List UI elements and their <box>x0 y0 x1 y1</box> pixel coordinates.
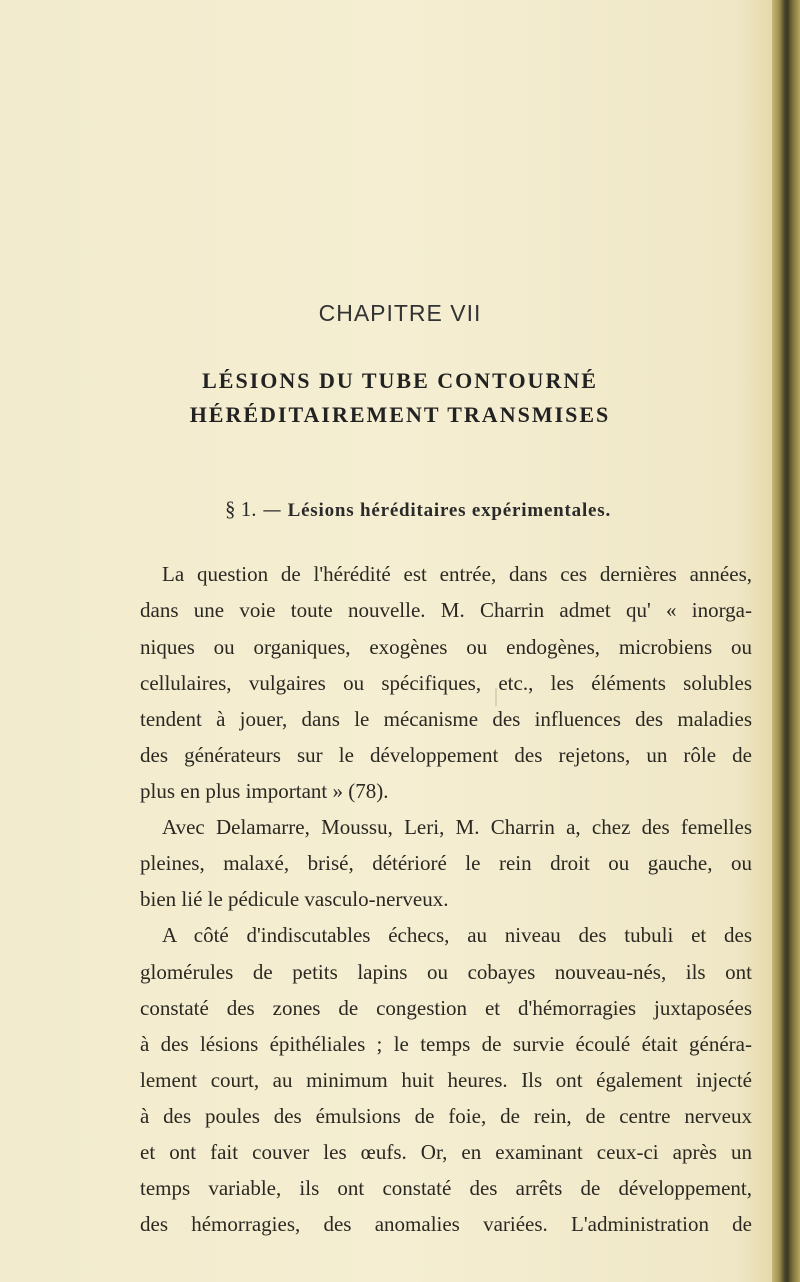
chapter-heading: CHAPITRE VII <box>318 300 482 326</box>
body-line-18: temps variable, ils ont constaté des arrêts de développement, <box>140 1176 752 1200</box>
body-line-2: dans une voie toute nouvelle. M. Charrin admet qu' « inorga- <box>140 598 752 622</box>
print-smudge <box>495 688 497 706</box>
body-line-10: bien lié le pédicule vasculo-nerveux. <box>140 887 449 911</box>
body-line-17: et ont fait couver les œufs. Or, en examinant ceux-ci après un <box>140 1140 752 1164</box>
body-line-12: glomérules de petits lapins ou cobayes nouveau-nés, ils ont <box>140 960 752 984</box>
body-line-6: des générateurs sur le développement des rejetons, un rôle de <box>140 743 752 767</box>
body-line-5: tendent à jouer, dans le mécanisme des influences des maladies <box>140 707 752 731</box>
body-line-15: lement court, au minimum huit heures. Ils ont également injecté <box>140 1068 752 1092</box>
body-line-1: La question de l'hérédité est entrée, dans ces dernières années, <box>162 562 752 586</box>
chapter-title-line-2: HÉRÉDITAIREMENT TRANSMISES <box>189 402 611 427</box>
section-title: Lésions héréditaires expérimentales. <box>287 500 612 521</box>
body-line-16: à des poules des émulsions de foie, de rein, de centre nerveux <box>140 1104 752 1128</box>
page-edge-binding <box>772 0 800 1282</box>
section-dash: — <box>262 499 282 521</box>
body-line-9: pleines, malaxé, brisé, détérioré le rein droit ou gauche, ou <box>140 851 752 875</box>
body-line-3: niques ou organiques, exogènes ou endogènes, microbiens ou <box>140 635 752 659</box>
body-line-11: A côté d'indiscutables échecs, au niveau des tubuli et des <box>162 923 752 947</box>
body-line-13: constaté des zones de congestion et d'hémorragies juxtaposées <box>140 996 752 1020</box>
section-number: § 1. <box>225 497 257 521</box>
chapter-title-line-1: LÉSIONS DU TUBE CONTOURNÉ <box>202 368 598 393</box>
body-line-7: plus en plus important » (78). <box>140 779 389 803</box>
body-line-4: cellulaires, vulgaires ou spécifiques, etc., les éléments solubles <box>140 671 752 695</box>
body-line-19: des hémorragies, des anomalies variées. L'administration de <box>140 1212 752 1236</box>
body-line-14: à des lésions épithéliales ; le temps de survie écoulé était généra- <box>140 1032 752 1056</box>
section-heading <box>225 497 611 522</box>
body-line-8: Avec Delamarre, Moussu, Leri, M. Charrin a, chez des femelles <box>162 815 752 839</box>
